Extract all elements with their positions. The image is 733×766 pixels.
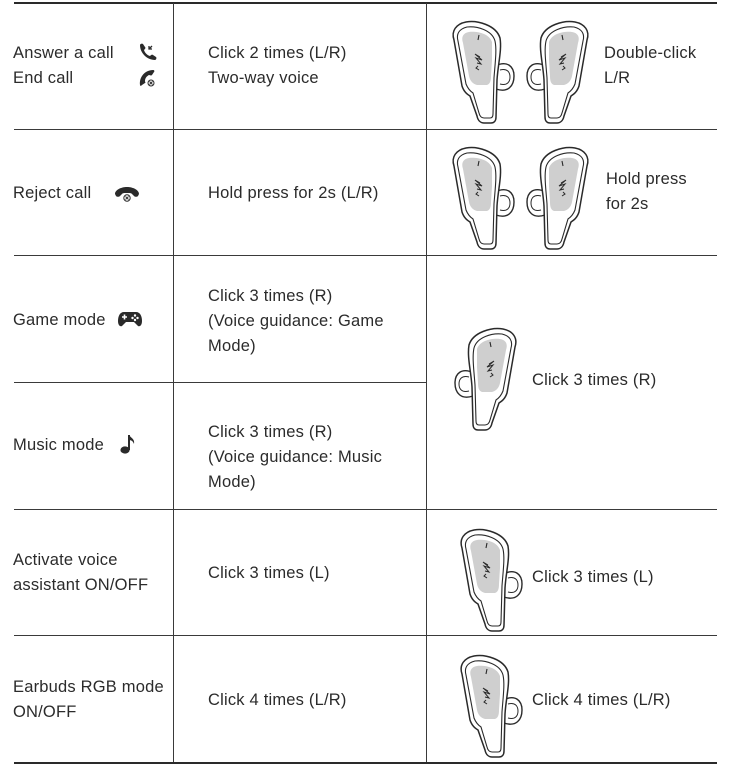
row-divider (14, 509, 717, 510)
function-reject-call: Reject call (13, 184, 92, 202)
action-game-line-3: Mode) (208, 337, 256, 355)
caption-hold-press: Hold press (606, 170, 687, 188)
caption-click-3-times-l: Click 3 times (L) (532, 568, 654, 586)
function-end-call: End call (13, 69, 74, 87)
action-music-line-3: Mode) (208, 473, 256, 491)
row-divider (14, 635, 717, 636)
caption-for-2s: for 2s (606, 195, 649, 213)
left-earbud-illustration (455, 654, 529, 758)
action-click-3-times-l: Click 3 times (L) (208, 564, 330, 582)
caption-click-3-times-r: Click 3 times (R) (532, 371, 657, 389)
column-divider (426, 3, 427, 762)
left-earbud-illustration (455, 528, 529, 632)
function-rgb-on-off: ON/OFF (13, 703, 77, 721)
action-click-4-times: Click 4 times (L/R) (208, 691, 347, 709)
caption-lr: L/R (604, 69, 631, 87)
function-music-mode: Music mode (13, 436, 104, 454)
left-earbud-illustration (447, 146, 521, 250)
table-bottom-border (14, 762, 717, 764)
gamepad-icon (117, 310, 143, 328)
phone-hangup-icon (136, 67, 158, 89)
action-game-line-2: (Voice guidance: Game (208, 312, 384, 330)
function-answer-call: Answer a call (13, 44, 114, 62)
column-divider (173, 3, 174, 762)
music-note-icon (119, 433, 137, 455)
phone-incoming-icon (137, 43, 159, 63)
right-earbud-illustration (520, 146, 594, 250)
row-divider (14, 129, 717, 130)
action-music-line-2: (Voice guidance: Music (208, 448, 383, 466)
right-earbud-illustration (520, 20, 594, 124)
action-music-line-1: Click 3 times (R) (208, 423, 333, 441)
action-click-2-times: Click 2 times (L/R) (208, 44, 347, 62)
action-game-line-1: Click 3 times (R) (208, 287, 333, 305)
function-earbuds-rgb-mode: Earbuds RGB mode (13, 678, 164, 696)
phone-reject-icon (113, 185, 141, 203)
row-divider (14, 382, 426, 383)
action-hold-press: Hold press for 2s (L/R) (208, 184, 379, 202)
function-game-mode: Game mode (13, 311, 106, 329)
action-two-way-voice: Two-way voice (208, 69, 319, 87)
function-assistant-on-off: assistant ON/OFF (13, 576, 149, 594)
function-activate-voice: Activate voice (13, 551, 118, 569)
caption-click-4-times: Click 4 times (L/R) (532, 691, 671, 709)
table-top-border (14, 2, 717, 4)
caption-double-click: Double-click (604, 44, 697, 62)
left-earbud-illustration (447, 20, 521, 124)
right-earbud-illustration (448, 327, 522, 431)
row-divider (14, 255, 717, 256)
